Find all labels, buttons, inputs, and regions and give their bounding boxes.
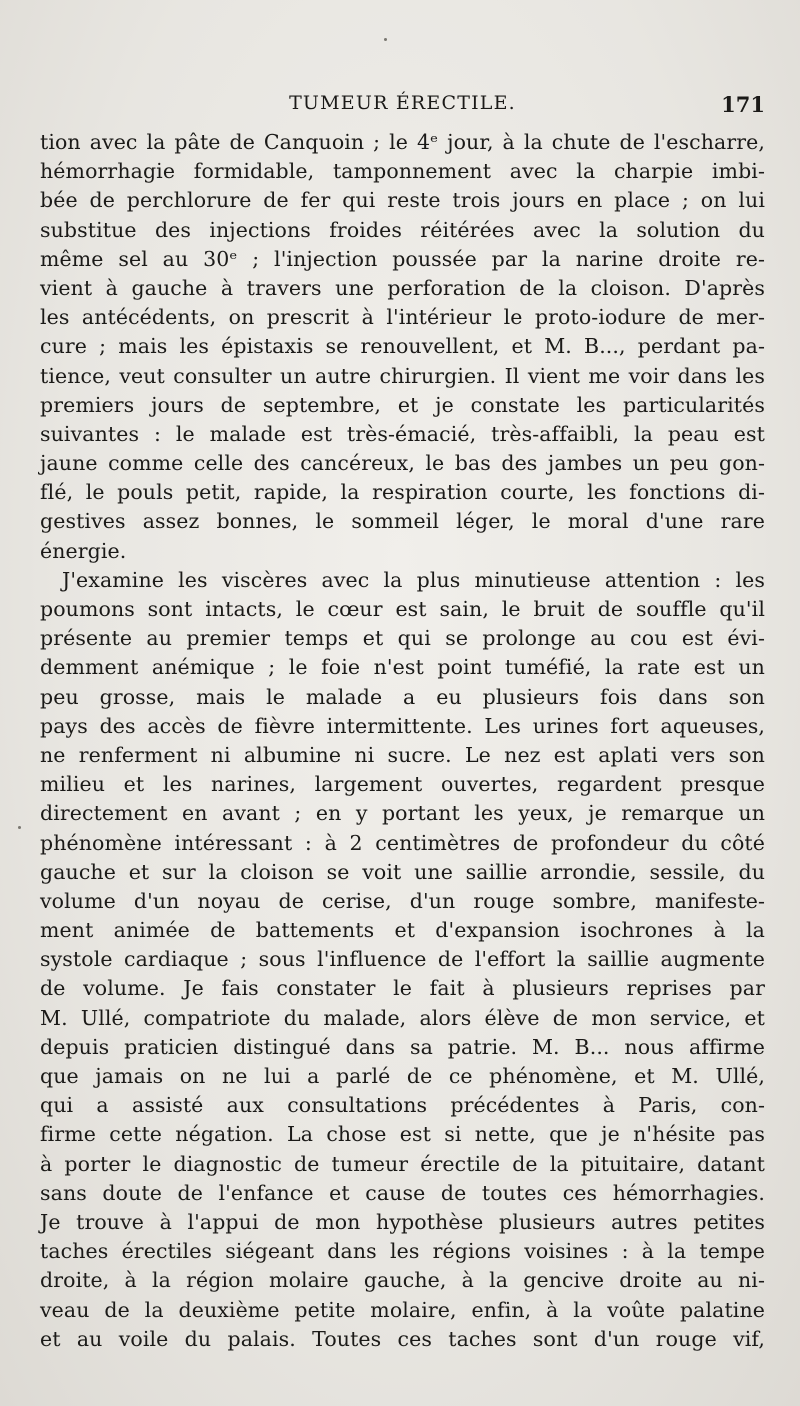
text-line: les antécédents, on prescrit à l'intérieur le proto-iodure de mer- bbox=[40, 305, 765, 330]
text-line: qui a assisté aux consultations précédentes à Paris, con- bbox=[40, 1093, 765, 1118]
text-line: substitue des injections froides réitérées avec la solution du bbox=[40, 217, 765, 242]
text-line: directement en avant ; en y portant les yeux, je remarque un bbox=[40, 801, 765, 826]
text-line: sans doute de l'enfance et cause de toutes ces hémorrhagies. bbox=[40, 1180, 765, 1205]
text-line: tience, veut consulter un autre chirurgien. Il vient me voir dans les bbox=[40, 363, 765, 388]
text-line: cure ; mais les épistaxis se renouvellent, et M. B..., perdant pa- bbox=[40, 334, 765, 359]
text-line: hémorrhagie formidable, tamponnement avec la charpie imbi- bbox=[40, 159, 765, 184]
text-line: systole cardiaque ; sous l'influence de l'effort la saillie augmente bbox=[40, 947, 765, 972]
text-line: jaune comme celle des cancéreux, le bas des jambes un peu gon- bbox=[40, 451, 765, 476]
text-line: que jamais on ne lui a parlé de ce phénomène, et M. Ullé, bbox=[40, 1064, 765, 1088]
text-line: tion avec la pâte de Canquoin ; le 4ᵉ jour, à la chute de l'escharre, bbox=[40, 130, 765, 154]
text-line: peu grosse, mais le malade a eu plusieurs fois dans son bbox=[40, 684, 765, 709]
text-line: et au voile du palais. Toutes ces taches sont d'un rouge vif, bbox=[40, 1326, 765, 1351]
text-line: flé, le pouls petit, rapide, la respiration courte, les fonctions di- bbox=[40, 480, 765, 505]
text-line: taches érectiles siégeant dans les régions voisines : à la tempe bbox=[40, 1239, 765, 1264]
text-line: poumons sont intacts, le cœur est sain, le bruit de souffle qu'il bbox=[40, 597, 765, 621]
text-line: demment anémique ; le foie n'est point tuméfié, la rate est un bbox=[40, 655, 765, 680]
text-line: de volume. Je fais constater le fait à plusieurs reprises par bbox=[40, 976, 765, 1001]
text-line: gauche et sur la cloison se voit une saillie arrondie, sessile, du bbox=[40, 859, 765, 884]
text-line: firme cette négation. La chose est si nette, que je n'hésite pas bbox=[40, 1122, 765, 1147]
text-line: énergie. bbox=[40, 538, 127, 563]
text-line: gestives assez bonnes, le sommeil léger, le moral d'une rare bbox=[40, 509, 765, 534]
text-line: à porter le diagnostic de tumeur érectile de la pituitaire, datant bbox=[40, 1151, 765, 1176]
text-line: présente au premier temps et qui se prolonge au cou est évi- bbox=[40, 626, 765, 651]
page-header bbox=[40, 90, 765, 122]
text-line: Je trouve à l'appui de mon hypothèse plusieurs autres petites bbox=[40, 1209, 765, 1234]
paragraph-2 bbox=[40, 566, 765, 1354]
text-line: premiers jours de septembre, et je constate les particularités bbox=[40, 392, 765, 417]
text-line: pays des accès de fièvre intermittente. Les urines fort aqueuses, bbox=[40, 713, 765, 738]
text-line: phénomène intéressant : à 2 centimètres de profondeur du côté bbox=[40, 830, 765, 855]
ink-speck bbox=[384, 38, 387, 41]
text-line: M. Ullé, compatriote du malade, alors élève de mon service, et bbox=[40, 1005, 765, 1030]
text-line: vient à gauche à travers une perforation de la cloison. D'après bbox=[40, 275, 765, 300]
text-line: même sel au 30ᵉ ; l'injection poussée par la narine droite re- bbox=[40, 246, 765, 271]
text-line: bée de perchlorure de fer qui reste trois jours en place ; on lui bbox=[40, 188, 765, 213]
text-line: J'examine les viscères avec la plus minutieuse attention : les bbox=[62, 567, 765, 592]
text-line: ment animée de battements et d'expansion isochrones à la bbox=[40, 918, 765, 943]
text-line: volume d'un noyau de cerise, d'un rouge sombre, manifeste- bbox=[40, 888, 765, 913]
text-line: droite, à la région molaire gauche, à la gencive droite au ni- bbox=[40, 1268, 765, 1293]
paragraph-1 bbox=[40, 128, 765, 566]
text-line: ne renferment ni albumine ni sucre. Le nez est aplati vers son bbox=[40, 742, 765, 767]
text-line: veau de la deuxième petite molaire, enfin, à la voûte palatine bbox=[40, 1297, 765, 1322]
page-number: 171 bbox=[721, 92, 765, 117]
text-line: depuis praticien distingué dans sa patrie. M. B... nous affirme bbox=[40, 1034, 765, 1059]
running-title: TUMEUR ÉRECTILE. bbox=[289, 92, 516, 114]
body-text bbox=[40, 128, 765, 1354]
ink-speck bbox=[18, 826, 21, 829]
text-line: suivantes : le malade est très-émacié, très-affaibli, la peau est bbox=[40, 421, 765, 446]
text-line: milieu et les narines, largement ouvertes, regardent presque bbox=[40, 772, 765, 797]
